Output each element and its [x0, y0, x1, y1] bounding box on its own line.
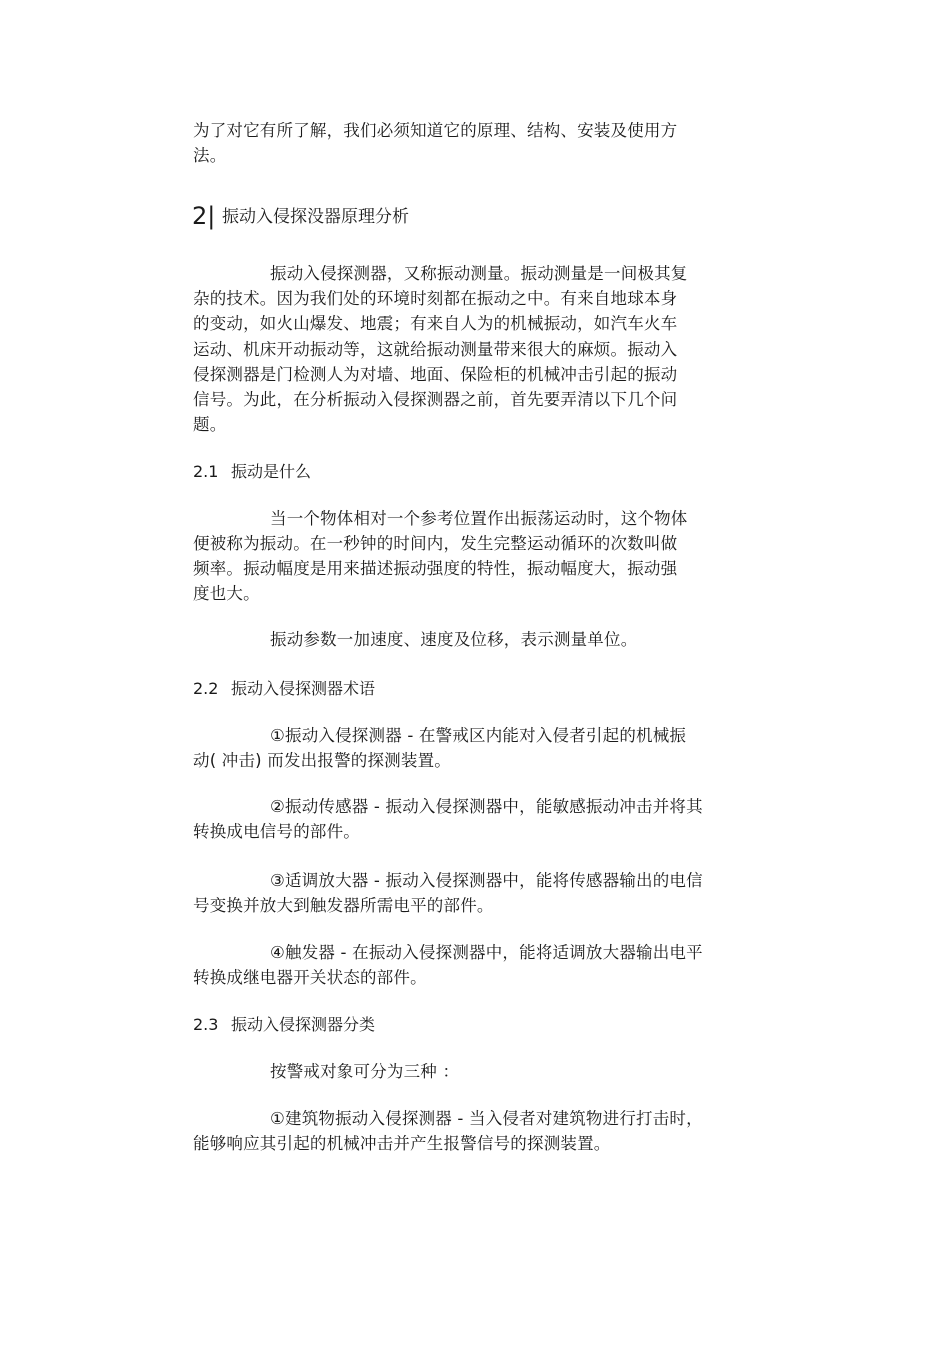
- paragraph-line: 度也大。: [193, 584, 260, 603]
- subsection-heading-2-1: [193, 462, 311, 482]
- term-item-line: 能够响应其引起的机械冲击并产生报警信号的探测装置。: [193, 1134, 611, 1153]
- paragraph-line: 侵探测器是门检测人为对墙、地面、保险柜的机械冲击引起的振动: [193, 365, 678, 384]
- paragraph-line: 频率。振动幅度是用来描述振动强度的特性，振动幅度大，振动强: [193, 559, 678, 578]
- paragraph-line: 当一个物体相对一个参考位置作出振荡运动时，这个物体: [270, 509, 688, 528]
- intro-line-1: 为了对它有所了解，我们必须知道它的原理、结构、安装及使用方: [193, 121, 678, 140]
- term-item-line: ②振动传感器 - 振动入侵探测器中，能敏感振动冲击并将其: [270, 797, 703, 816]
- subsection-heading-2-2: [193, 679, 375, 699]
- term-item-line: 号变换并放大到触发器所需电平的部件。: [193, 896, 494, 915]
- paragraph-line: 题。: [193, 415, 227, 434]
- paragraph-line: 信号。为此，在分析振动入侵探测器之前，首先要弄清以下几个问: [193, 390, 678, 409]
- paragraph-line: 便被称为振动。在一秒钟的时间内，发生完整运动循环的次数叫做: [193, 534, 678, 553]
- paragraph-line: 运动、机床开动振动等，这就给振动测量带来很大的麻烦。振动入: [193, 340, 678, 359]
- term-item-line: ④触发器 - 在振动入侵探测器中，能将适调放大器输出电平: [270, 943, 703, 962]
- subsection-title: 振动入侵探测器术语: [231, 679, 376, 698]
- paragraph-line: 杂的技术。因为我们处的环境时刻都在振动之中。有来自地球本身: [193, 289, 678, 308]
- subsection-heading-2-3: [193, 1015, 375, 1035]
- subsection-title: 振动入侵探测器分类: [231, 1015, 376, 1034]
- paragraph-line: 振动参数一加速度、速度及位移，表示测量单位。: [270, 630, 638, 649]
- subsection-number: 2.2: [193, 679, 219, 698]
- section-title: 振动入侵探没器原理分析: [222, 207, 409, 227]
- subsection-number: 2.1: [193, 462, 219, 481]
- paragraph-line: 的变动，如火山爆发、地震；有来自人为的机械振动，如汽车火车: [193, 314, 678, 333]
- term-item-line: ③适调放大器 - 振动入侵探测器中，能将传感器输出的电信: [270, 871, 703, 890]
- term-item-line: 转换成电信号的部件。: [193, 822, 360, 841]
- paragraph-line: 振动入侵探测器，又称振动测量。振动测量是一间极其复: [270, 264, 688, 283]
- section-number: 2|: [192, 202, 216, 230]
- subsection-number: 2.3: [193, 1015, 219, 1034]
- subsection-title: 振动是什么: [231, 462, 312, 481]
- term-item-line: 转换成继电器开关状态的部件。: [193, 968, 427, 987]
- term-item-line: 动( 冲击) 而发出报警的探测装置。: [193, 751, 451, 770]
- term-item-line: ①振动入侵探测器 - 在警戒区内能对入侵者引起的机械振: [270, 726, 687, 745]
- intro-line-2: 法。: [193, 146, 227, 165]
- term-item-line: ①建筑物振动入侵探测器 - 当入侵者对建筑物进行打击时，: [270, 1109, 703, 1128]
- paragraph-line: 按警戒对象可分为三种 ：: [270, 1062, 460, 1081]
